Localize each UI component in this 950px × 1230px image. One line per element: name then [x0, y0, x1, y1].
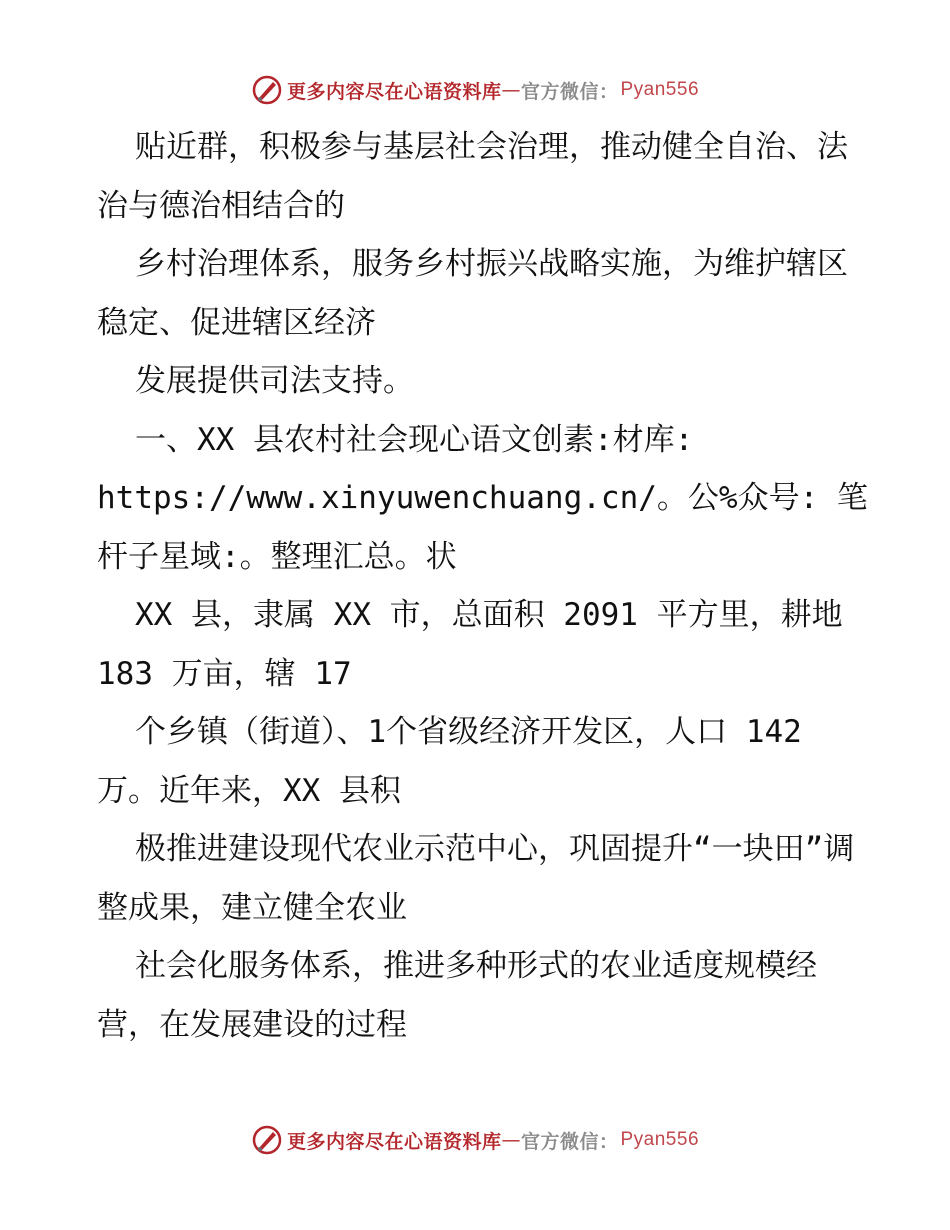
paragraph: 发展提供司法支持。: [135, 363, 414, 399]
banner-wechat-label: 官方微信：: [520, 80, 619, 103]
banner-dash: —: [501, 1129, 521, 1151]
header-banner: [0, 70, 950, 110]
paragraph: 一、XX 县农村社会现心语文创素:材库: https://www.xinyuwenchuang.cn/。公%众号: 笔杆子星域:。整理汇总。状: [97, 421, 868, 575]
paragraph: XX 县，隶属 XX 市，总面积 2091 平方里，耕地 183 万亩，辖 17: [97, 597, 843, 692]
quill-logo-icon: [251, 74, 283, 106]
banner-wechat-label: 官方微信：: [520, 1130, 619, 1153]
banner-dash: —: [501, 79, 521, 101]
banner-wechat-id: Pyan556: [620, 79, 700, 100]
paragraph: 极推进建设现代农业示范中心，巩固提升“一块田”调整成果，建立健全农业: [97, 831, 855, 926]
quill-logo-icon: [251, 1124, 283, 1156]
paragraph: 社会化服务体系，推进多种形式的农业适度规模经营，在发展建设的过程: [97, 948, 817, 1043]
paragraph: 个乡镇（街道）、1个省级经济开发区，人口 142 万。近年来，XX 县积: [97, 714, 802, 809]
paragraph: 贴近群，积极参与基层社会治理，推动健全自治、法治与德治相结合的: [97, 129, 848, 224]
banner-prefix: 更多内容尽在心语资料库: [286, 80, 502, 103]
banner-prefix: 更多内容尽在心语资料库: [286, 1130, 502, 1153]
body-text: [97, 118, 877, 1054]
banner-wechat-id: Pyan556: [620, 1129, 700, 1150]
footer-banner: [0, 1120, 950, 1160]
paragraph: 乡村治理体系，服务乡村振兴战略实施，为维护辖区稳定、促进辖区经济: [97, 246, 848, 341]
